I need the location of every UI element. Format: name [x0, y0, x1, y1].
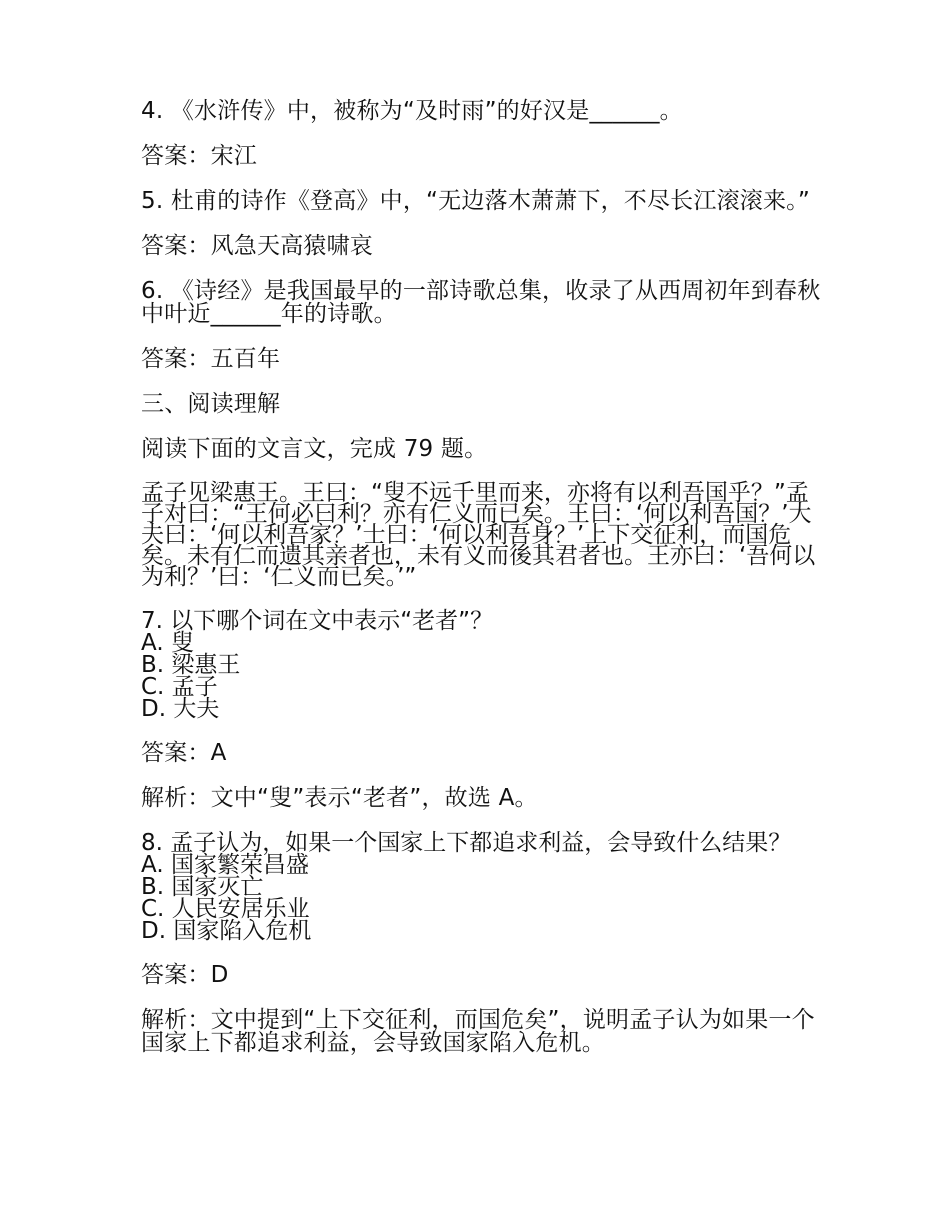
question-5: 5. 杜甫的诗作《登高》中，“无边落木萧萧下，不尽长江滚滚来。” [141, 188, 810, 214]
answer-6: 答案：五百年 [141, 346, 281, 372]
explanation-7: 解析：文中“叟”表示“老者”，故选 A。 [141, 785, 538, 811]
answer-7: 答案：A [141, 740, 227, 766]
question-8-stem: 8. 孟子认为，如果一个国家上下都追求利益，会导致什么结果？ [141, 830, 792, 856]
classical-passage: 孟子见梁惠王。王曰：“叟不远千里而来，亦将有以利吾国乎？”孟子对曰：“王何必曰利？亦有仁义而已矣。王曰：‘何以利吾国？’大夫曰：‘何以利吾家？’士曰：‘何以利吾身？’上下交征利，而国危矣。未有仁而遗其亲者也，未有义而後其君者也。王亦曰：‘吾何以为利？’曰：‘仁义而已矣。’” [141, 480, 816, 590]
question-8-option-c: C. 人民安居乐业 [141, 896, 310, 922]
answer-4: 答案：宋江 [141, 143, 257, 169]
question-8-option-b: B. 国家灭亡 [141, 874, 264, 900]
answer-8: 答案：D [141, 962, 229, 988]
question-7-stem: 7. 以下哪个词在文中表示“老者”？ [141, 608, 494, 634]
answer-5: 答案：风急天高猿啸哀 [141, 233, 373, 259]
question-8 [141, 832, 821, 942]
question-7-option-d: D. 大夫 [141, 696, 220, 722]
question-7-option-c: C. 孟子 [141, 674, 218, 700]
question-7 [141, 610, 821, 720]
question-7-option-b: B. 梁惠王 [141, 652, 241, 678]
question-6: 6. 《诗经》是我国最早的一部诗歌总集，收录了从西周初年到春秋中叶近______年的诗歌。 [141, 278, 821, 327]
question-4: 4. 《水浒传》中，被称为“及时雨”的好汉是______。 [141, 98, 683, 124]
explanation-8: 解析：文中提到“上下交征利，而国危矣”，说明孟子认为如果一个国家上下都追求利益，会导致国家陷入危机。 [141, 1007, 815, 1056]
section-heading-reading: 三、阅读理解 [141, 391, 281, 417]
document-page [141, 100, 821, 1055]
question-8-option-a: A. 国家繁荣昌盛 [141, 852, 309, 878]
question-8-option-d: D. 国家陷入危机 [141, 918, 312, 944]
reading-instruction: 阅读下面的文言文，完成 79 题。 [141, 436, 488, 462]
question-7-option-a: A. 叟 [141, 630, 194, 656]
